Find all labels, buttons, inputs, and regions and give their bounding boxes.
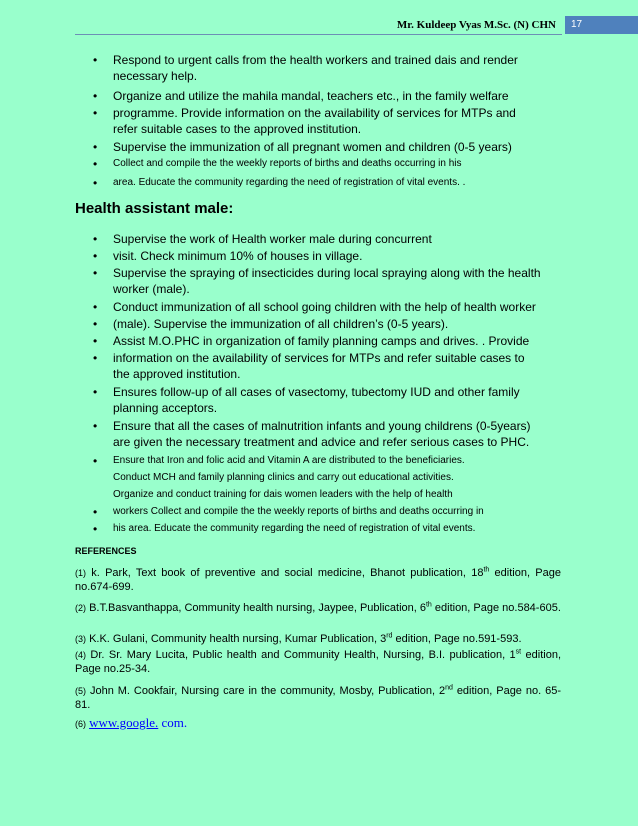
reference-item: (6) www.google. com. <box>75 715 188 730</box>
list-item: • programme. Provide information on the availability of services for MTPs and refer suitable cases to the approved institution. <box>93 106 516 136</box>
google-link-rest: com. <box>158 715 188 730</box>
list-item: • Organize and utilize the mahila mandal, teachers etc., in the family welfare <box>93 89 509 103</box>
list-item: • Collect and compile the the weekly reports of births and deaths occurring in his <box>93 157 462 171</box>
list-item: • Assist M.O.PHC in organization of family planning camps and drives. . Provide <box>93 334 530 348</box>
section-title: Health assistant male: <box>75 200 234 217</box>
list-item: • Conduct immunization of all school going children with the help of health worker <box>93 300 536 314</box>
list-item: • area. Educate the community regarding the need of registration of vital events. . <box>93 176 466 190</box>
reference-item: (5) John M. Cookfair, Nursing care in the community, Mosby, Publication, 2nd edition, Page no. 65-81. <box>75 684 562 711</box>
bullet-icon: • <box>93 106 98 120</box>
bullet-icon: • <box>93 385 98 399</box>
references-title: REFERENCES <box>75 546 137 556</box>
bullet-icon: • <box>93 176 98 190</box>
header-rule <box>75 34 562 35</box>
list-item: • Ensure that Iron and folic acid and Vitamin A are distributed to the beneficiaries. <box>93 454 465 468</box>
reference-item: (4) Dr. Sr. Mary Lucita, Public health and Community Health, Nursing, B.I. publication, 1st edition, Page no.25-34. <box>75 648 562 675</box>
bullet-icon: • <box>93 334 98 348</box>
reference-item: (2) B.T.Basvanthappa, Community health nursing, Jaypee, Publication, 6th edition, Page no.584-605. <box>75 601 561 614</box>
bullet-icon: • <box>93 454 98 468</box>
list-item: Organize and conduct training for dais women leaders with the help of health <box>113 489 453 500</box>
list-item: • (male). Supervise the immunization of all children’s (0-5 years). <box>93 317 449 331</box>
bullet-icon: • <box>93 140 98 154</box>
page-number: 17 <box>565 16 638 34</box>
reference-item: (3) K.K. Gulani, Community health nursing, Kumar Publication, 3rd edition, Page no.591-593. <box>75 632 522 645</box>
bullet-icon: • <box>93 89 98 103</box>
list-item: • Supervise the spraying of insecticides during local spraying along with the health worker (male). <box>93 266 541 296</box>
list-item: • Ensure that all the cases of malnutrition infants and young childrens (0-5years) are given the necessary treatment and advice and refer serious cases to PHC. <box>93 419 531 449</box>
bullet-icon: • <box>93 249 98 263</box>
list-item: • workers Collect and compile the the weekly reports of births and deaths occurring in <box>93 505 484 519</box>
bullet-icon: • <box>93 300 98 314</box>
google-link[interactable]: www.google. <box>89 715 159 730</box>
list-item: • Ensures follow-up of all cases of vasectomy, tubectomy IUD and other family planning acceptors. <box>93 385 520 415</box>
list-item: • his area. Educate the community regarding the need of registration of vital events. <box>93 522 476 536</box>
header-author: Mr. Kuldeep Vyas M.Sc. (N) CHN <box>396 19 556 31</box>
bullet-icon: • <box>93 419 98 433</box>
list-item: • information on the availability of services for MTPs and refer suitable cases to the approved institution. <box>93 351 525 381</box>
list-item: • Supervise the work of Health worker male during concurrent <box>93 232 432 246</box>
list-item: • Supervise the immunization of all pregnant women and children (0-5 years) <box>93 140 512 154</box>
bullet-icon: • <box>93 505 98 519</box>
reference-item: (1) k. Park, Text book of preventive and social medicine, Bhanot publication, 18th edition, Page no.674-699. <box>75 566 561 593</box>
list-item: • visit. Check minimum 10% of houses in village. <box>93 249 363 263</box>
bullet-icon: • <box>93 522 98 536</box>
bullet-icon: • <box>93 266 98 280</box>
bullet-icon: • <box>93 53 98 67</box>
bullet-icon: • <box>93 351 98 365</box>
bullet-icon: • <box>93 317 98 331</box>
bullet-icon: • <box>93 157 98 171</box>
list-item: Conduct MCH and family planning clinics and carry out educational activities. <box>113 472 454 483</box>
list-item: • Respond to urgent calls from the health workers and trained dais and render necessary help. <box>93 53 518 83</box>
bullet-icon: • <box>93 232 98 246</box>
